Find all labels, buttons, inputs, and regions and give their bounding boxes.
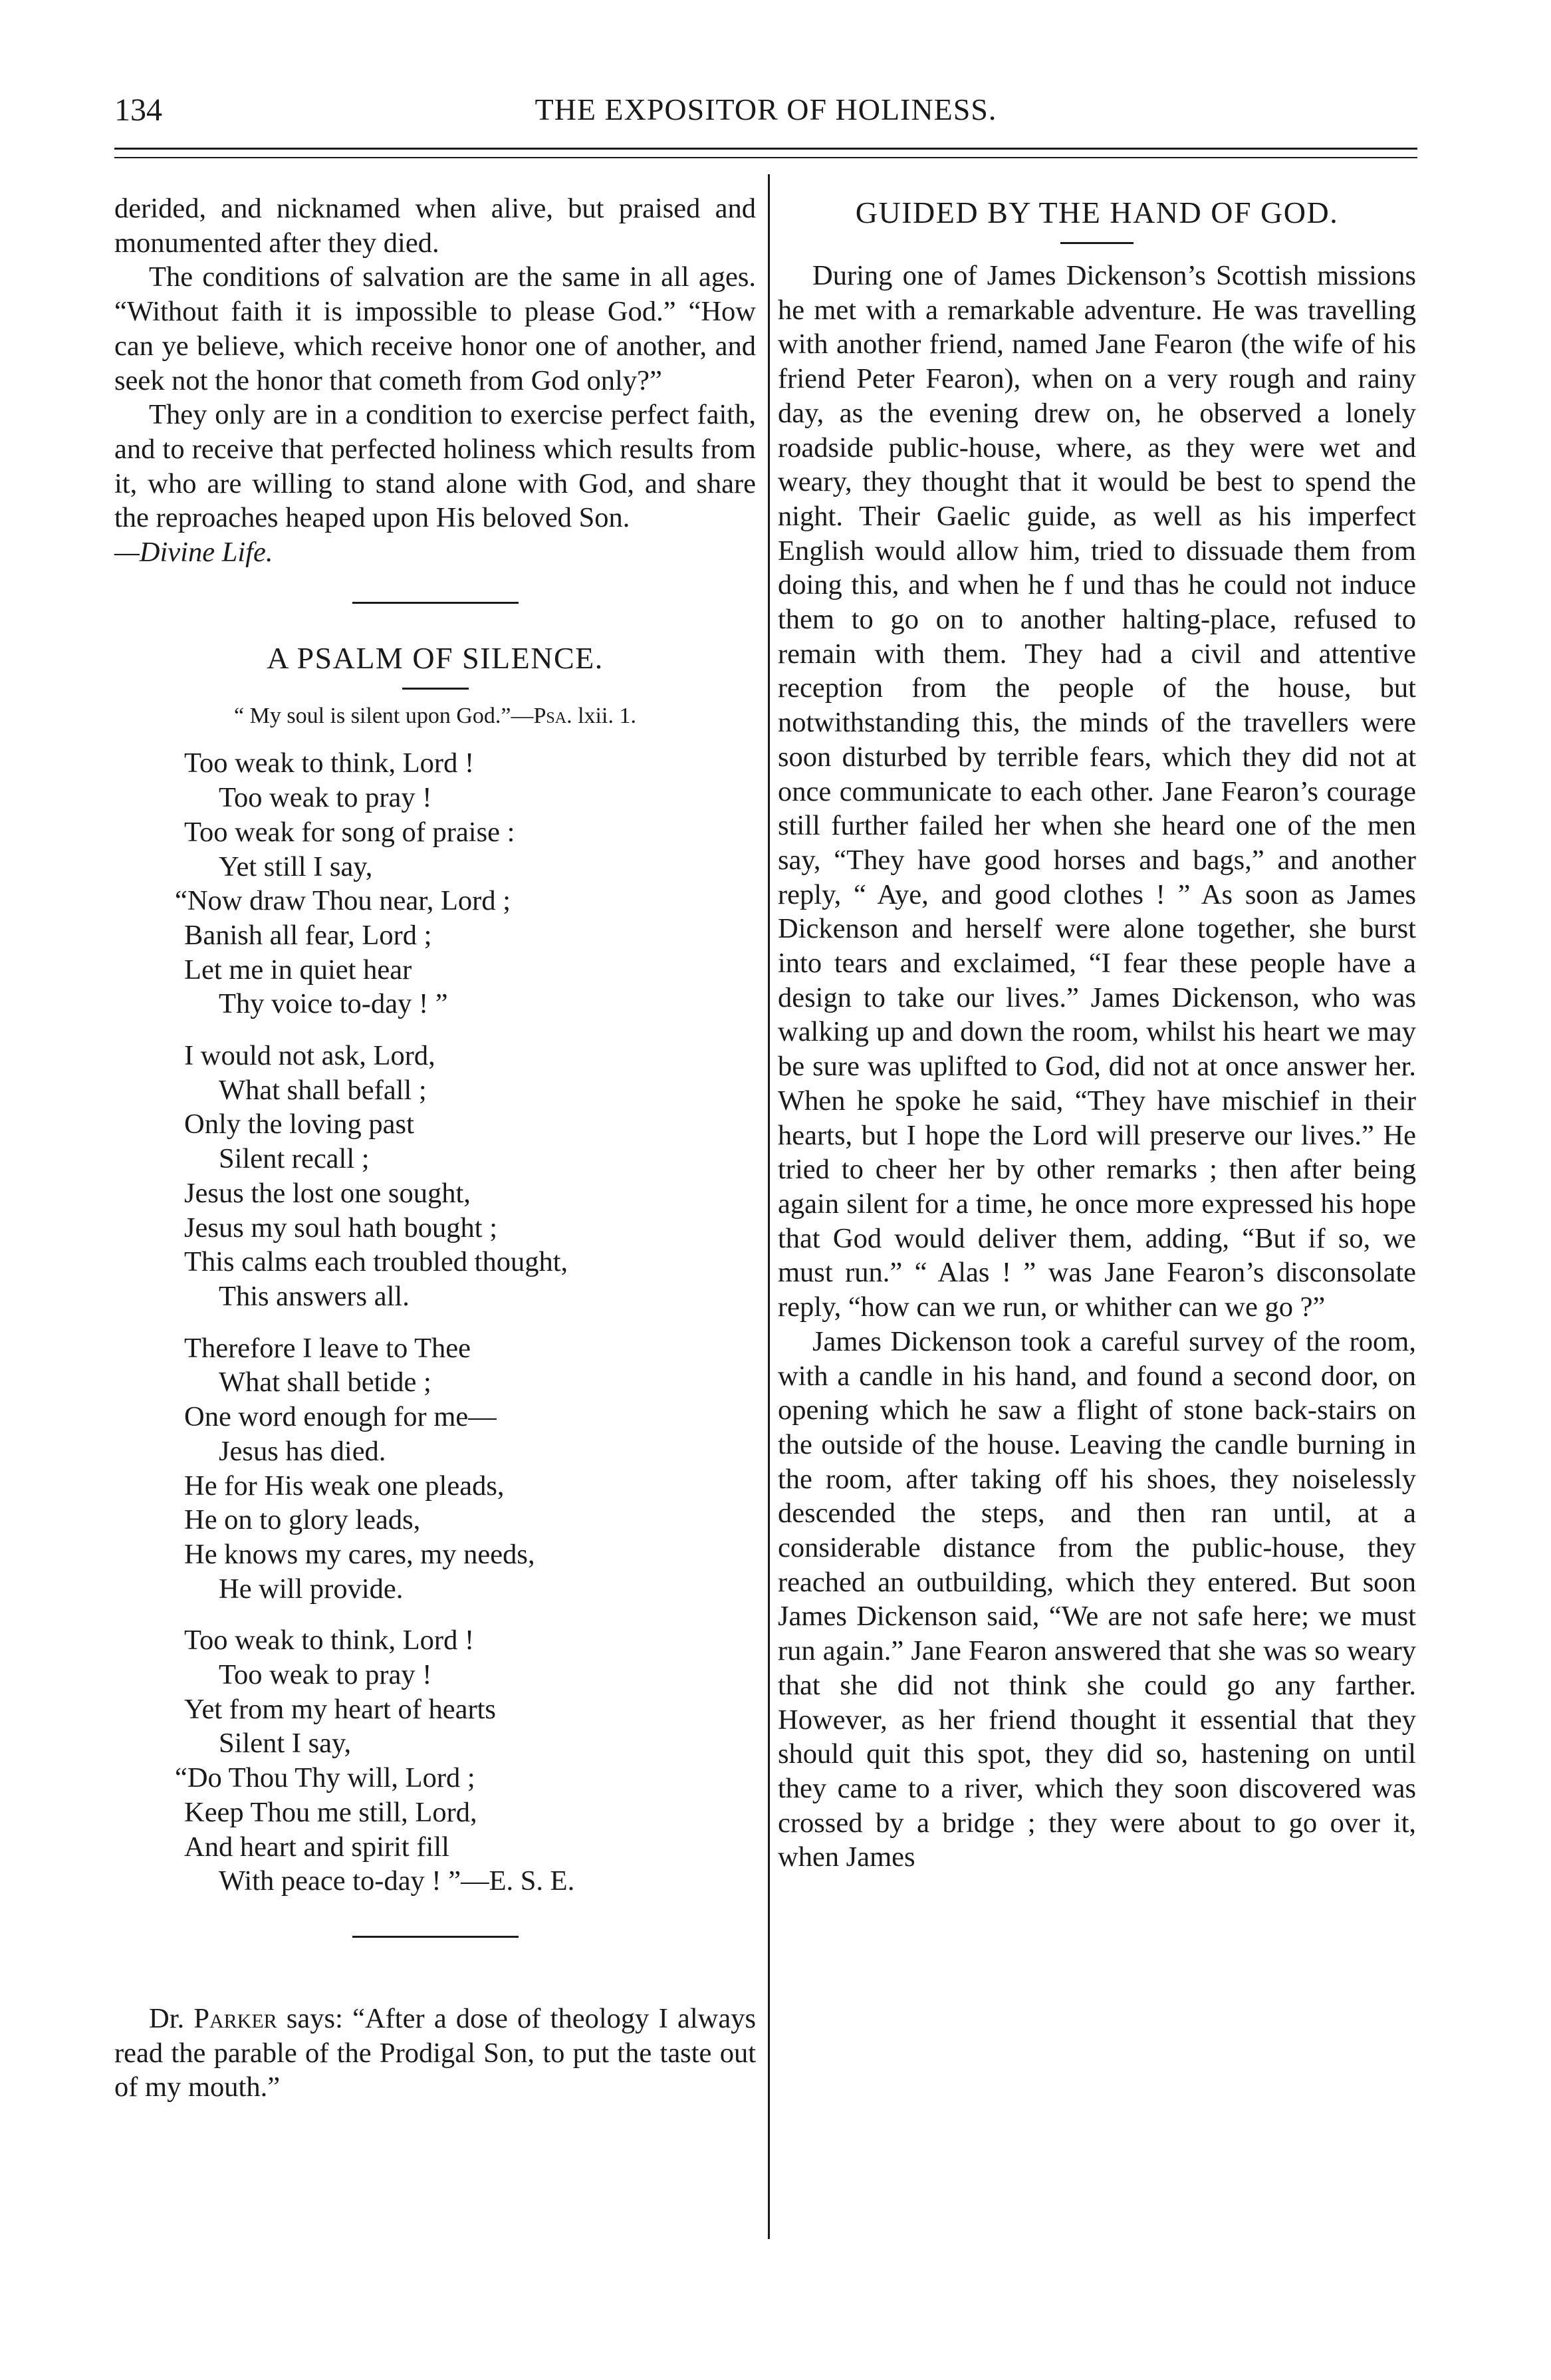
psalm-line: One word enough for me—	[184, 1401, 497, 1433]
psalm-stanza-2	[184, 1039, 756, 1314]
psalm-line: What shall betide ;	[219, 1367, 431, 1398]
psalm-line: He for His weak one pleads,	[184, 1470, 505, 1502]
epigraph-text: “ My soul is silent upon God.”—	[234, 703, 534, 728]
psalm-line: Thy voice to-day ! ”	[219, 988, 448, 1020]
psalm-stanza-1	[175, 746, 756, 1021]
psalm-line: I would not ask, Lord,	[184, 1040, 435, 1072]
psalm-line: This answers all.	[219, 1280, 410, 1312]
psalm-line: “Now draw Thou near, Lord ;	[175, 885, 511, 917]
article-paragraph-1: During one of James Dickenson’s Scottish missions he met with a remarkable adventure. He was travelling with another friend, named Jane Fearon (the wife of his friend Peter Fearon), when on a very rough and rainy day, as the evening drew on, he observed a lonely roadside public-house, where, as they were wet and weary, they thought that it would be best to spend the night. Their Gaelic guide, as well as his imperfect English would allow him, tried to dissuade them from doing this, and when he f und thas he could not induce them to go on to another halting-place, refused to remain with them. They had a civil and attentive reception from the people of the house, but notwithstanding this, the minds of the travellers were soon disturbed by terrible fears, which they did not at once communicate to each other. Jane Fearon’s courage still further failed her when she heard one of the men say, “They have good horses and bags,” and another reply, “ Aye, and good clothes ! ” As soon as James Dickenson and herself were alone together, she burst into tears and exclaimed, “I fear these people have a design to take our lives.” James Dickenson, who was walking up and down the room, whilst his heart we may be sure was uplifted to God, did not at once answer her. When he spoke he said, “They have mischief in their hearts, but I hope the Lord will preserve our lives.” He tried to cheer her by other remarks ; then after being again silent for a time, he once more expressed his hope that God would deliver them, adding, “But if so, we must run.” “ Alas ! ” was Jane Fearon’s disconsolate reply, “how can we run, or whither can we go ?”	[778, 260, 1416, 1323]
parker-paragraph	[114, 2002, 756, 2105]
psalm-line: Jesus the lost one sought,	[184, 1177, 471, 1209]
psalm-line: Jesus has died.	[219, 1435, 386, 1467]
header-rule-top	[114, 148, 1417, 150]
parker-lead: Dr.	[149, 2002, 194, 2034]
psalm-epigraph	[114, 699, 756, 733]
continuation-paragraph-1: derided, and nicknamed when alive, but praised and monumented after they died.	[114, 193, 756, 259]
psalm-line: Jesus my soul hath bought ;	[184, 1212, 498, 1244]
psalm-line: Silent recall ;	[219, 1143, 370, 1175]
psalm-line: “Do Thou Thy will, Lord ;	[175, 1762, 475, 1794]
page-number: 134	[114, 92, 162, 128]
parker-name: Parker	[193, 2002, 277, 2034]
epigraph-book: Psa.	[533, 703, 572, 728]
psalm-line: Keep Thou me still, Lord,	[184, 1796, 477, 1828]
section-rule	[352, 1936, 519, 1938]
page-header	[114, 92, 1417, 138]
epigraph-reference: lxii. 1.	[572, 703, 636, 728]
psalm-stanza-3	[184, 1331, 756, 1607]
continuation-paragraph-3: They only are in a condition to exercise perfect faith, and to receive that perfected holiness which results from it, who are willing to stand alone with God, and share the reproaches heaped upon His beloved Son.	[114, 399, 756, 534]
psalm-line: This calms each troubled thought,	[184, 1246, 568, 1278]
psalm-line: He will provide.	[219, 1573, 404, 1605]
psalm-title: A PSALM OF SILENCE.	[267, 640, 604, 675]
psalm-line: Too weak for song of praise :	[184, 816, 515, 848]
column-divider	[768, 174, 770, 2239]
psalm-line: He on to glory leads,	[184, 1504, 421, 1536]
psalm-line: He knows my cares, my needs,	[184, 1538, 535, 1570]
source-attribution: —Divine Life.	[114, 537, 273, 569]
psalm-line: Yet still I say,	[219, 851, 373, 882]
psalm-line: With peace to-day ! ”—E. S. E.	[219, 1865, 575, 1897]
left-column	[114, 192, 756, 2105]
article-title: GUIDED BY THE HAND OF GOD.	[855, 196, 1339, 229]
article-paragraph-2: James Dickenson took a careful survey of the room, with a candle in his hand, and found a second door, on opening which he saw a flight of stone back-stairs on the outside of the house. Leaving the candle burning in the room, after taking off his shoes, they noiselessly descended the steps, and then ran until, at a considerable distance from the public-house, they reached an outbuilding, which they entered. But soon James Dickenson said, “We are not safe here; we must run again.” Jane Fearon answered that she was so weary that she did not think she could go any farther. However, as her friend thought it essential that they should quit this spot, they did so, hastening on until they came to a river, which they soon discovered was crossed by a bridge ; they were about to go over it, when James	[778, 1325, 1416, 1873]
psalm-line: What shall befall ;	[219, 1074, 427, 1106]
psalm-line: Let me in quiet hear	[184, 954, 412, 986]
right-column	[778, 192, 1416, 1875]
psalm-line: Only the loving past	[184, 1109, 414, 1140]
psalm-line: Too weak to think, Lord !	[184, 1625, 475, 1656]
psalm-line: Too weak to pray !	[219, 782, 432, 814]
running-title: THE EXPOSITOR OF HOLINESS.	[535, 92, 997, 126]
header-rule-bottom	[114, 157, 1417, 158]
psalm-stanza-4	[175, 1623, 756, 1899]
psalm-line: Silent I say,	[219, 1728, 352, 1760]
title-rule	[402, 688, 469, 690]
title-rule	[1060, 242, 1133, 244]
parker-text: says: “After a dose of theology I always read the parable of the Prodigal Son, to put the taste out of my mouth.”	[114, 2002, 756, 2103]
psalm-line: Too weak to pray !	[219, 1659, 432, 1691]
psalm-line: Yet from my heart of hearts	[184, 1693, 496, 1725]
psalm-line: Too weak to think, Lord !	[184, 747, 475, 779]
psalm-line: Banish all fear, Lord ;	[184, 919, 432, 951]
psalm-line: And heart and spirit fill	[184, 1831, 449, 1863]
psalm-line: Therefore I leave to Thee	[184, 1332, 471, 1364]
section-rule	[352, 602, 519, 604]
continuation-paragraph-2: The conditions of salvation are the same in all ages. “Without faith it is impossible to please God.” “How can ye believe, which receive honor one of another, and seek not the honor that cometh from God only?”	[114, 261, 756, 396]
